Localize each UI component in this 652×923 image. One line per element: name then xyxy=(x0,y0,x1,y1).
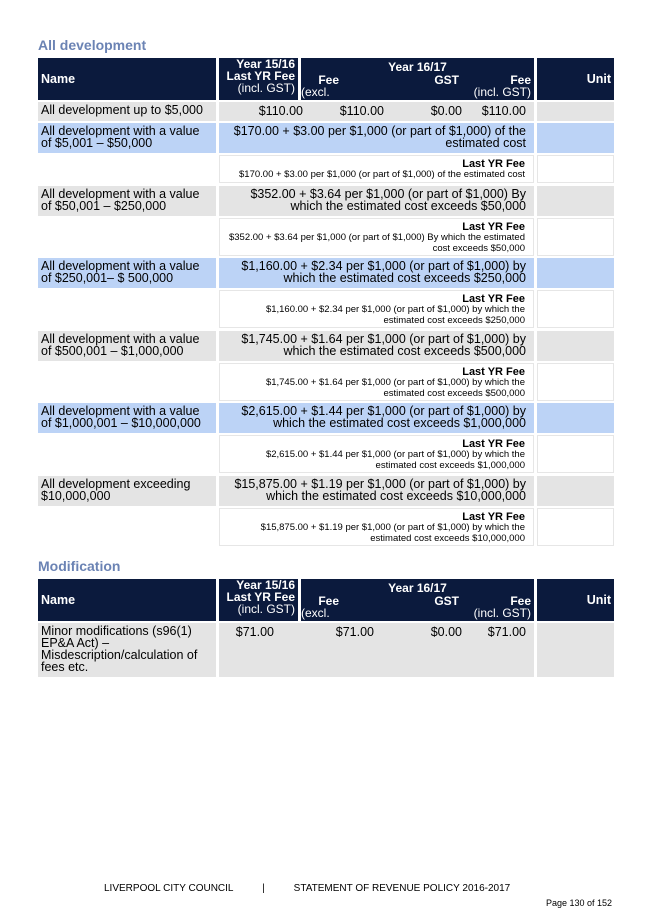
table-row-last-year xyxy=(38,155,614,183)
fees-table-modification xyxy=(38,579,614,677)
table-row-last-year xyxy=(38,508,614,546)
row-unit xyxy=(537,258,614,288)
header-last-year: Year 15/16 Last YR Fee (incl. GST) xyxy=(219,579,298,621)
last-year-fee: Last YR Fee $170.00 + $3.00 per $1,000 (or part of $1,000) of the estimated cost xyxy=(219,155,534,183)
header-unit: Unit xyxy=(537,58,614,100)
gst: $0.00 xyxy=(430,104,462,118)
fee-text: $15,875.00 + $1.19 per $1,000 (or part of $1,000) by which the estimated cost exceeds $10,000,000 xyxy=(219,476,534,506)
table-row-last-year xyxy=(38,363,614,401)
last-fee: $110.00 xyxy=(258,104,303,118)
table-row xyxy=(38,102,614,121)
row-unit xyxy=(537,102,614,121)
row-unit xyxy=(537,508,614,546)
table-row xyxy=(38,186,614,216)
row-unit xyxy=(537,363,614,401)
header-current-year: Year 16/17 Fee (excl. GST Fee (incl. GST) xyxy=(301,58,534,100)
table-row xyxy=(38,623,614,677)
table-row-last-year xyxy=(38,290,614,328)
row-name: All development with a value of $500,001 – $1,000,000 xyxy=(38,331,216,361)
row-unit xyxy=(537,186,614,216)
row-unit xyxy=(537,123,614,153)
table-row-last-year xyxy=(38,435,614,473)
last-year-fee: Last YR Fee $352.00 + $3.64 per $1,000 (or part of $1,000) By which the estimated cost exceeds $50,000 xyxy=(219,218,534,256)
gst: $0.00 xyxy=(430,625,462,639)
header-name: Name xyxy=(38,58,216,100)
fee-text: $1,160.00 + $2.34 per $1,000 (or part of $1,000) by which the estimated cost exceeds $250,000 xyxy=(219,258,534,288)
table-row xyxy=(38,403,614,433)
header-unit: Unit xyxy=(537,579,614,621)
row-unit xyxy=(537,155,614,183)
row-unit xyxy=(537,218,614,256)
row-unit xyxy=(537,435,614,473)
row-name: All development exceeding $10,000,000 xyxy=(38,476,216,506)
row-name: All development up to $5,000 xyxy=(38,102,216,121)
table-header xyxy=(38,579,614,621)
fee-excl: $71.00 xyxy=(335,625,374,639)
fees-table-all-development xyxy=(38,58,614,546)
footer xyxy=(104,883,510,894)
header-last-year: Year 15/16 Last YR Fee (incl. GST) xyxy=(219,58,298,100)
row-values xyxy=(219,623,534,677)
row-values xyxy=(219,102,534,121)
footer-org: LIVERPOOL CITY COUNCIL xyxy=(104,883,234,894)
row-unit xyxy=(537,623,614,677)
last-year-fee: Last YR Fee $15,875.00 + $1.19 per $1,000 (or part of $1,000) by which the estimated cost exceeds $10,000,000 xyxy=(219,508,534,546)
table-header xyxy=(38,58,614,100)
footer-doc: STATEMENT OF REVENUE POLICY 2016-2017 xyxy=(293,883,511,894)
fee-text: $352.00 + $3.64 per $1,000 (or part of $1,000) By which the estimated cost exceeds $50,000 xyxy=(219,186,534,216)
fee-incl: $71.00 xyxy=(487,625,526,639)
row-name: All development with a value of $50,001 – $250,000 xyxy=(38,186,216,216)
row-name: All development with a value of $5,001 – $50,000 xyxy=(38,123,216,153)
row-unit xyxy=(537,476,614,506)
fee-excl: $110.00 xyxy=(339,104,384,118)
last-year-fee: Last YR Fee $1,160.00 + $2.34 per $1,000 (or part of $1,000) by which the estimated cost exceeds $250,000 xyxy=(219,290,534,328)
header-current-year: Year 16/17 Fee (excl. GST Fee (incl. GST) xyxy=(301,579,534,621)
footer-separator: | xyxy=(262,883,265,894)
fee-text: $170.00 + $3.00 per $1,000 (or part of $1,000) of the estimated cost xyxy=(219,123,534,153)
last-year-fee: Last YR Fee $1,745.00 + $1.64 per $1,000 (or part of $1,000) by which the estimated cost exceeds $500,000 xyxy=(219,363,534,401)
last-year-fee: Last YR Fee $2,615.00 + $1.44 per $1,000 (or part of $1,000) by which the estimated cost exceeds $1,000,000 xyxy=(219,435,534,473)
table-row xyxy=(38,258,614,288)
table-row xyxy=(38,331,614,361)
header-name: Name xyxy=(38,579,216,621)
last-fee: $71.00 xyxy=(235,625,274,639)
fee-text: $1,745.00 + $1.64 per $1,000 (or part of $1,000) by which the estimated cost exceeds $500,000 xyxy=(219,331,534,361)
table-row-last-year xyxy=(38,218,614,256)
table-row xyxy=(38,123,614,153)
page-number: Page 130 of 152 xyxy=(545,898,612,908)
section-title-modification: Modification xyxy=(38,558,121,574)
table-row xyxy=(38,476,614,506)
row-name: All development with a value of $250,001– $ 500,000 xyxy=(38,258,216,288)
row-unit xyxy=(537,290,614,328)
row-name: Minor modifications (s96(1) EP&A Act) – Misdescription/calculation of fees etc. xyxy=(38,623,216,677)
row-unit xyxy=(537,403,614,433)
row-name: All development with a value of $1,000,001 – $10,000,000 xyxy=(38,403,216,433)
section-title-all-development: All development xyxy=(38,37,147,53)
fee-incl: $110.00 xyxy=(481,104,526,118)
fee-text: $2,615.00 + $1.44 per $1,000 (or part of $1,000) by which the estimated cost exceeds $1,000,000 xyxy=(219,403,534,433)
row-unit xyxy=(537,331,614,361)
